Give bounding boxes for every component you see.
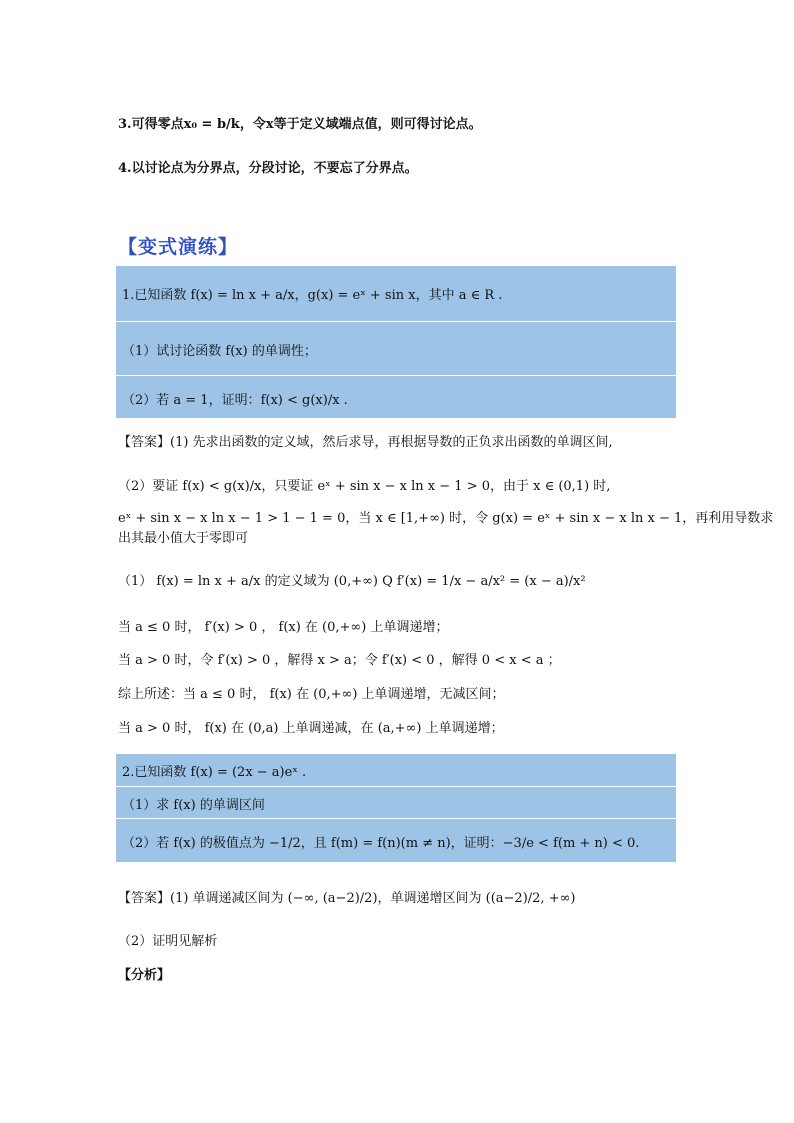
- answer-1-line-5: （1） f(x) = ln x + a/x 的定义域为 (0,+∞) Q f′(x) = 1/x − a/x² = (x − a)/x²: [118, 574, 586, 589]
- answer-2-analysis-label: 【分析】: [118, 968, 171, 983]
- answer-1-line-9: 当 a > 0 时， f(x) 在 (0,a) 上单调递减，在 (a,+∞) 上单调递增；: [118, 721, 504, 736]
- answer-2-line-2: （2）证明见解析: [118, 934, 218, 949]
- problem-1-stem: 1.已知函数 f(x) = ln x + a/x，g(x) = eˣ + sin x，其中 a ∈ R .: [122, 288, 503, 303]
- problem-1-part-1: （1）试讨论函数 f(x) 的单调性；: [122, 344, 317, 359]
- method-step-3: 3.可得零点x₀ = b/k，令x等于定义域端点值，则可得讨论点。: [118, 117, 482, 132]
- answer-1-line-6: 当 a ≤ 0 时， f′(x) > 0 ， f(x) 在 (0,+∞) 上单调递增；: [118, 620, 449, 635]
- answer-1-line-2: （2）要证 f(x) < g(x)/x，只要证 eˣ + sin x − x ln x − 1 > 0，由于 x ∈ (0,1) 时,: [118, 479, 611, 494]
- problem-1-box: [116, 266, 676, 418]
- problem-2-box: [116, 754, 676, 862]
- section-title: 【变式演练】: [118, 236, 239, 258]
- answer-1-line-4: 出其最小值大于零即可: [118, 531, 249, 546]
- answer-2-line-1: 【答案】(1) 单调递减区间为 (−∞, (a−2)/2)，单调递增区间为 ((a−2)/2, +∞): [118, 891, 576, 906]
- problem-2-stem: 2.已知函数 f(x) = (2x − a)eˣ .: [122, 765, 307, 780]
- method-step-4: 4.以讨论点为分界点，分段讨论，不要忘了分界点。: [118, 161, 418, 176]
- problem-2-part-2: （2）若 f(x) 的极值点为 −1/2，且 f(m) = f(n)(m ≠ n)，证明：−3/e < f(m + n) < 0.: [122, 836, 640, 851]
- answer-1-line-1: 【答案】(1) 先求出函数的定义域，然后求导，再根据导数的正负求出函数的单调区间,: [118, 435, 613, 450]
- answer-1-line-3: eˣ + sin x − x ln x − 1 > 1 − 1 = 0，当 x ∈ [1,+∞) 时，令 g(x) = eˣ + sin x − x ln x − 1，再利用导数求: [118, 511, 774, 526]
- problem-1-part-2: （2）若 a = 1，证明：f(x) < g(x)/x .: [122, 393, 348, 408]
- answer-1-line-7: 当 a > 0 时，令 f′(x) > 0 ，解得 x > a；令 f′(x) < 0 ，解得 0 < x < a ；: [118, 653, 561, 668]
- answer-1-line-8: 综上所述：当 a ≤ 0 时， f(x) 在 (0,+∞) 上单调递增，无减区间；: [118, 687, 505, 702]
- problem-2-part-1: （1）求 f(x) 的单调区间: [122, 798, 265, 813]
